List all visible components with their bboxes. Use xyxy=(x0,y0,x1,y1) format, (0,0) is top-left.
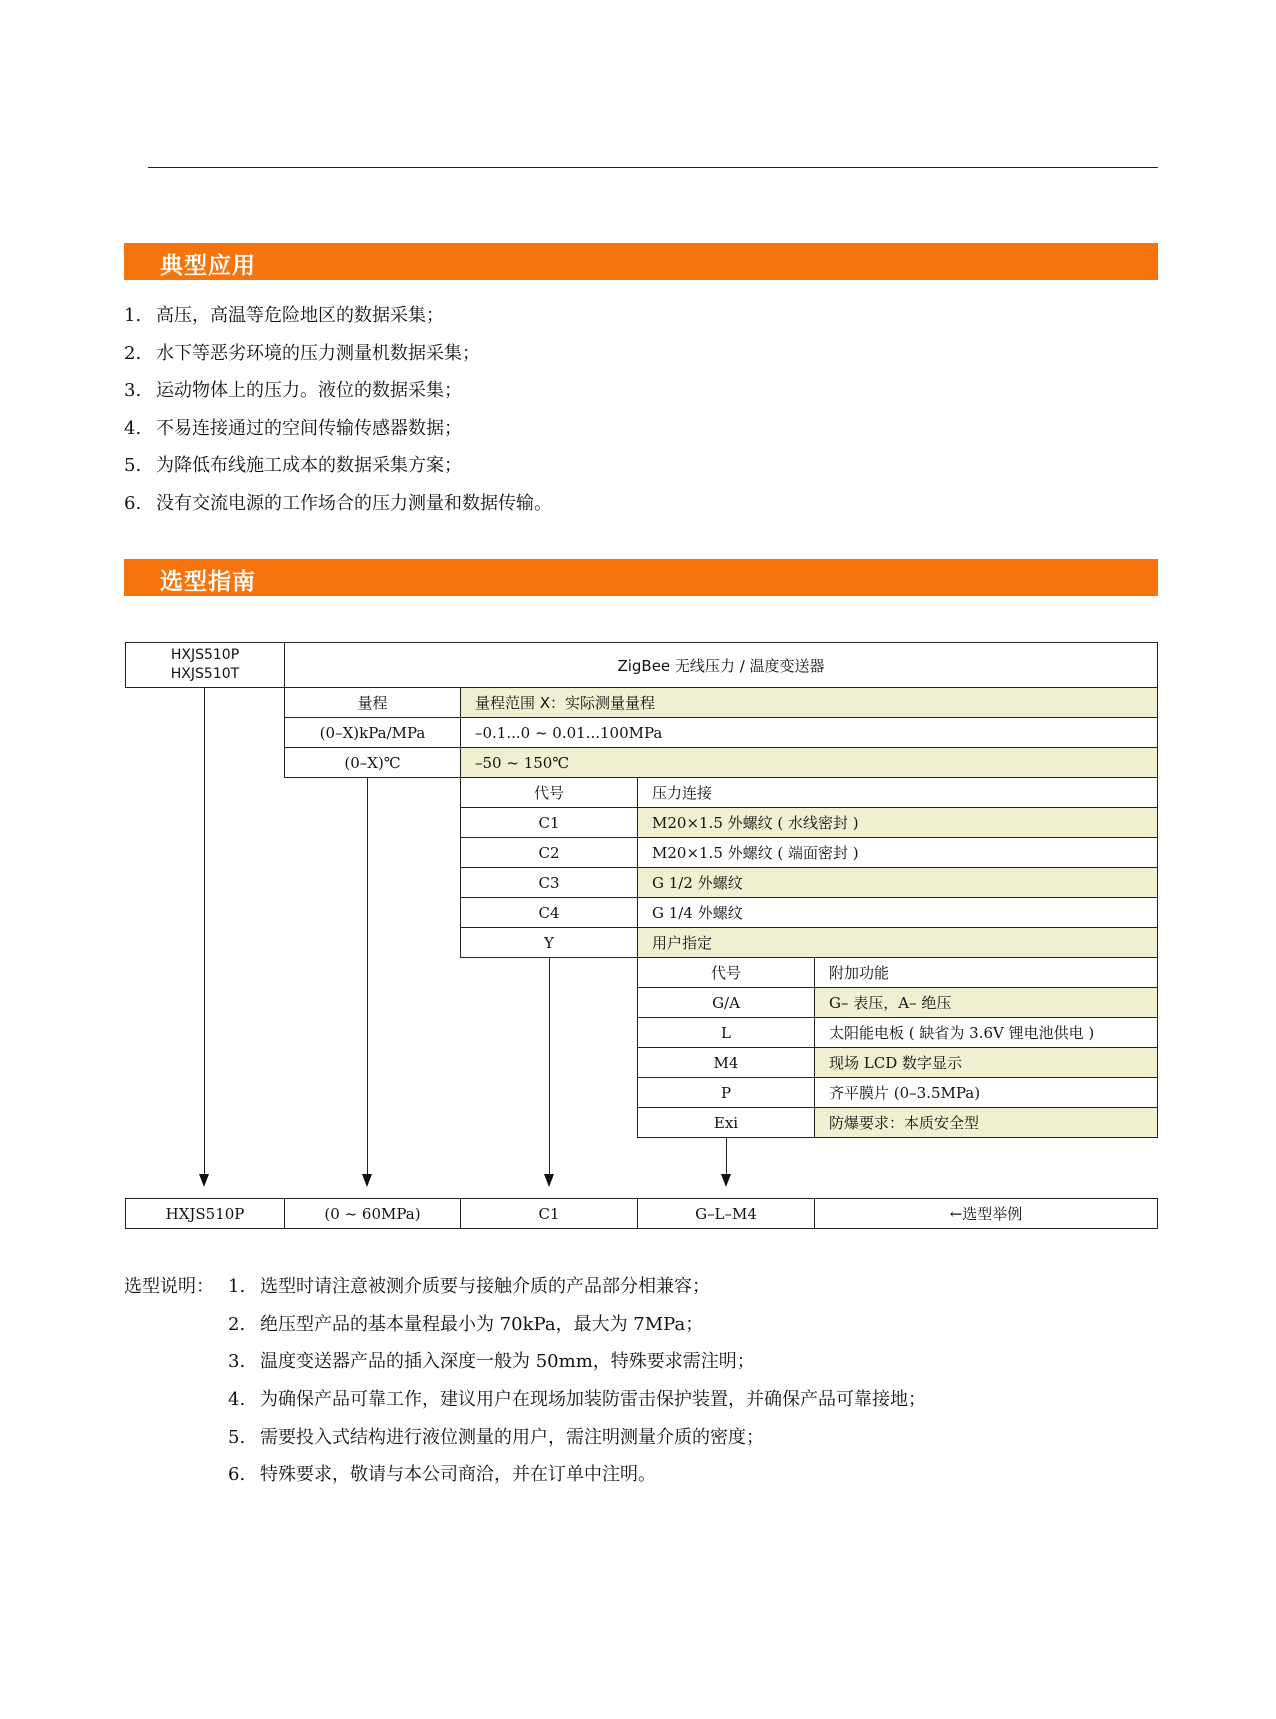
header-rule xyxy=(148,167,1158,168)
example-label: ←选型举例 xyxy=(814,1198,1158,1229)
selection-notes xyxy=(124,1268,926,1494)
section-banner-applications xyxy=(124,243,1158,280)
range-unit-cell: (0–X)℃ xyxy=(284,747,461,778)
connection-desc: M20×1.5 外螺纹 ( 端面密封 ) xyxy=(637,837,1158,868)
function-code: L xyxy=(637,1017,815,1048)
product-name-cell: ZigBee 无线压力 / 温度变送器 xyxy=(284,642,1158,688)
range-value-cell: –50 ~ 150℃ xyxy=(460,747,1158,778)
example-connection: C1 xyxy=(460,1198,638,1229)
func-code-header: 代号 xyxy=(637,957,815,988)
list-item: 4. 不易连接通过的空间传输传感器数据； xyxy=(124,417,462,439)
list-item: 5. 为降低布线施工成本的数据采集方案； xyxy=(124,455,462,477)
model-cell: HXJS510P HXJS510T xyxy=(125,642,285,688)
example-range: (0 ~ 60MPa) xyxy=(284,1198,461,1229)
list-item: 3. 运动物体上的压力。液位的数据采集； xyxy=(124,380,462,402)
connection-desc: M20×1.5 外螺纹 ( 水线密封 ) xyxy=(637,807,1158,838)
connection-code: C3 xyxy=(460,867,638,898)
notes-lead: 选型说明： xyxy=(124,1276,214,1297)
connector-line xyxy=(549,958,550,1174)
note-item: 6. 特殊要求，敬请与本公司商洽，并在订单中注明。 xyxy=(228,1464,656,1486)
function-desc: G– 表压，A– 绝压 xyxy=(814,987,1158,1018)
function-desc: 齐平膜片 (0–3.5MPa) xyxy=(814,1077,1158,1108)
section-banner-selection xyxy=(124,559,1158,596)
note-item: 4. 为确保产品可靠工作，建议用户在现场加装防雷击保护装置，并确保产品可靠接地； xyxy=(228,1389,926,1411)
connection-desc: G 1/4 外螺纹 xyxy=(637,897,1158,928)
example-model: HXJS510P xyxy=(125,1198,285,1229)
connection-code: Y xyxy=(460,927,638,958)
code-header: 代号 xyxy=(460,777,638,808)
down-arrow-icon xyxy=(199,1174,209,1187)
connection-code: C2 xyxy=(460,837,638,868)
range-value-cell: –0.1...0 ~ 0.01...100MPa xyxy=(460,717,1158,748)
note-item: 选型说明： 1. 选型时请注意被测介质要与接触介质的产品部分相兼容； xyxy=(124,1268,926,1306)
range-header: 量程 xyxy=(284,687,461,718)
range-desc-header: 量程范围 X：实际测量量程 xyxy=(460,687,1158,718)
function-code: M4 xyxy=(637,1047,815,1078)
note-item: 2. 绝压型产品的基本量程最小为 70kPa，最大为 7MPa； xyxy=(228,1313,704,1335)
note-item: 5. 需要投入式结构进行液位测量的用户，需注明测量介质的密度； xyxy=(228,1426,764,1448)
function-code: Exi xyxy=(637,1107,815,1138)
connection-desc: 用户指定 xyxy=(637,927,1158,958)
function-code: P xyxy=(637,1077,815,1108)
down-arrow-icon xyxy=(544,1174,554,1187)
list-item: 6. 没有交流电源的工作场合的压力测量和数据传输。 xyxy=(124,492,552,514)
connector-line xyxy=(367,778,368,1174)
connection-code: C1 xyxy=(460,807,638,838)
list-item: 2. 水下等恶劣环境的压力测量机数据采集； xyxy=(124,342,480,364)
connector-line xyxy=(726,1138,727,1174)
applications-list xyxy=(124,297,552,523)
section-title: 典型应用 xyxy=(160,253,256,279)
function-desc: 现场 LCD 数字显示 xyxy=(814,1047,1158,1078)
section-title: 选型指南 xyxy=(160,569,256,595)
function-header: 附加功能 xyxy=(814,957,1158,988)
connector-line xyxy=(204,688,205,1174)
list-item: 1. 高压，高温等危险地区的数据采集； xyxy=(124,305,444,326)
connection-header: 压力连接 xyxy=(637,777,1158,808)
function-code: G/A xyxy=(637,987,815,1018)
down-arrow-icon xyxy=(721,1174,731,1187)
example-functions: G–L–M4 xyxy=(637,1198,815,1229)
function-desc: 太阳能电板 ( 缺省为 3.6V 锂电池供电 ) xyxy=(814,1017,1158,1048)
connection-code: C4 xyxy=(460,897,638,928)
down-arrow-icon xyxy=(362,1174,372,1187)
note-item: 3. 温度变送器产品的插入深度一般为 50mm，特殊要求需注明； xyxy=(228,1351,755,1373)
range-unit-cell: (0–X)kPa/MPa xyxy=(284,717,461,748)
function-desc: 防爆要求：本质安全型 xyxy=(814,1107,1158,1138)
connection-desc: G 1/2 外螺纹 xyxy=(637,867,1158,898)
